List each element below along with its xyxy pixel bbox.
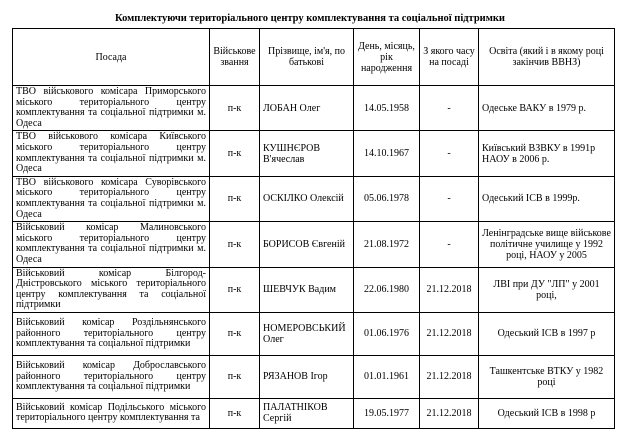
cell-rank: п-к xyxy=(210,355,260,398)
cell-since: 21.12.2018 xyxy=(420,398,479,428)
cell-rank: п-к xyxy=(210,312,260,355)
table-row xyxy=(13,355,615,398)
cell-position: Військовий комісар Малиновського міського територіального центру комплектування та соціальної підтримки м. Одеса xyxy=(13,222,210,267)
cell-rank: п-к xyxy=(210,86,260,131)
cell-name: ШЕВЧУК Вадим xyxy=(260,267,354,312)
cell-rank: п-к xyxy=(210,222,260,267)
cell-since: 21.12.2018 xyxy=(420,267,479,312)
cell-dob: 01.01.1961 xyxy=(354,355,420,398)
cell-rank: п-к xyxy=(210,267,260,312)
cell-education: Одеський ІСВ в 1999р. xyxy=(479,176,615,221)
column-header-education: Освіта (який і в якому році закінчив ВВНЗ) xyxy=(479,29,615,86)
cell-education: Одеське ВАКУ в 1979 р. xyxy=(479,86,615,131)
cell-position: Військовий комісар Доброславського районного територіального центру комплектування та соціальної підтримки xyxy=(13,355,210,398)
cell-education: Одеський ІСВ в 1998 р xyxy=(479,398,615,428)
table-header-row xyxy=(13,29,615,86)
cell-name: КУШНЄРОВ В'ячеслав xyxy=(260,131,354,176)
cell-education: Одеський ІСВ в 1997 р xyxy=(479,312,615,355)
cell-name: ЛОБАН Олег xyxy=(260,86,354,131)
cell-name: НОМЕРОВСЬКИЙ Олег xyxy=(260,312,354,355)
cell-position: ТВО військового комісара Київського міського територіального центру комплектування та соціальної підтримки м. Одеса xyxy=(13,131,210,176)
cell-dob: 19.05.1977 xyxy=(354,398,420,428)
cell-dob: 01.06.1976 xyxy=(354,312,420,355)
cell-rank: п-к xyxy=(210,131,260,176)
cell-dob: 21.08.1972 xyxy=(354,222,420,267)
table-row xyxy=(13,267,615,312)
cell-since: - xyxy=(420,86,479,131)
cell-position: Військовий комісар Білгород-Дністровського міського територіального центру комплектування та соціальної підтримки xyxy=(13,267,210,312)
cell-position: Військовий комісар Подільського міського територіального центру комплектування та xyxy=(13,398,210,428)
staff-table xyxy=(12,28,615,429)
cell-name: БОРИСОВ Євгеній xyxy=(260,222,354,267)
cell-name: ПАЛАТНІКОВ Сергій xyxy=(260,398,354,428)
cell-position: ТВО військового комісара Суворівського міського територіального центру комплектування та соціальної підтримки м. Одеса xyxy=(13,176,210,221)
cell-dob: 14.05.1958 xyxy=(354,86,420,131)
table-row xyxy=(13,222,615,267)
cell-name: ОСКІЛКО Олексій xyxy=(260,176,354,221)
column-header-rank: Військове звання xyxy=(210,29,260,86)
cell-position: Військовий комісар Роздільнянського районного територіального центру комплектування та соціальної підтримки xyxy=(13,312,210,355)
table-row xyxy=(13,86,615,131)
cell-since: 21.12.2018 xyxy=(420,312,479,355)
cell-education: Ташкентське ВТКУ у 1982 році xyxy=(479,355,615,398)
cell-rank: п-к xyxy=(210,398,260,428)
table-row xyxy=(13,312,615,355)
cell-dob: 22.06.1980 xyxy=(354,267,420,312)
cell-position: ТВО військового комісара Приморського міського територіального центру комплектування та соціальної підтримки м. Одеса xyxy=(13,86,210,131)
column-header-name: Прізвище, ім'я, по батькові xyxy=(260,29,354,86)
cell-dob: 14.10.1967 xyxy=(354,131,420,176)
cell-dob: 05.06.1978 xyxy=(354,176,420,221)
cell-since: - xyxy=(420,222,479,267)
cell-name: РЯЗАНОВ Ігор xyxy=(260,355,354,398)
table-row xyxy=(13,176,615,221)
column-header-dob: День, місяць, рік народження xyxy=(354,29,420,86)
cell-since: - xyxy=(420,131,479,176)
cell-education: Київський ВЗВКУ в 1991р НАОУ в 2006 р. xyxy=(479,131,615,176)
cell-since: 21.12.2018 xyxy=(420,355,479,398)
cell-education: ЛВІ при ДУ "ЛП" у 2001 році, xyxy=(479,267,615,312)
table-row xyxy=(13,398,615,428)
cell-rank: п-к xyxy=(210,176,260,221)
cell-education: Ленінградське вище військове політичне училище у 1992 році, НАОУ у 2005 xyxy=(479,222,615,267)
cell-since: - xyxy=(420,176,479,221)
table-row xyxy=(13,131,615,176)
column-header-since: З якого часу на посаді xyxy=(420,29,479,86)
column-header-position: Посада xyxy=(13,29,210,86)
document-title: Комплектуючи територіального центру комплектування та соціальної підтримки xyxy=(115,13,505,24)
